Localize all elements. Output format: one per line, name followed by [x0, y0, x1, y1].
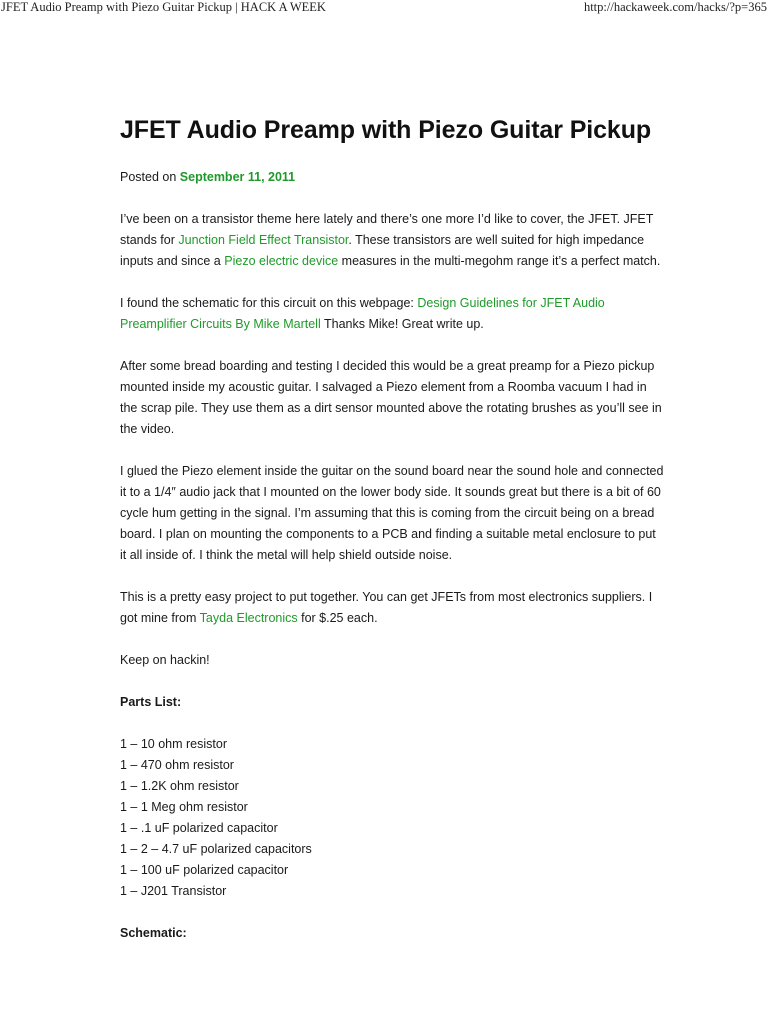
list-item: 1 – 10 ohm resistor	[120, 737, 227, 751]
design-guidelines-link[interactable]: Design Guidelines for JFET Audio Preamplifier Circuits By Mike Martell	[120, 296, 605, 331]
text: Thanks Mike! Great write up.	[320, 317, 484, 331]
piezo-electric-device-link[interactable]: Piezo electric device	[224, 254, 339, 268]
print-header	[0, 0, 768, 16]
list-item: 1 – J201 Transistor	[120, 884, 227, 898]
post-title: JFET Audio Preamp with Piezo Guitar Pickup	[120, 116, 652, 144]
tayda-electronics-link[interactable]: Tayda Electronics	[199, 611, 298, 625]
paragraph-installation: I glued the Piezo element inside the guitar on the sound board near the sound hole and connected it to a 1/4″ audio jack that I mounted on the lower body side. It sounds great but there is a bit of 60 cycle hum getting in the signal. I’m assuming that this is coming from the circuit being on a bread board. I plan on mounting the components to a PCB and finding a suitable metal enclosure to put it all inside of. I think the metal will help shield outside noise.	[120, 464, 664, 562]
post-date-link[interactable]: September 11, 2011	[179, 170, 296, 184]
paragraph-suppliers	[120, 587, 665, 629]
junction-field-effect-transistor-link[interactable]: Junction Field Effect Transistor	[178, 233, 349, 247]
list-item: 1 – .1 uF polarized capacitor	[120, 821, 278, 835]
post-article	[120, 108, 665, 944]
paragraph-bread-boarding: After some bread boarding and testing I decided this would be a great preamp for a Piezo pickup mounted inside my acoustic guitar. I salvaged a Piezo element from a Roomba vacuum I had in the scrap pile. They use them as a dirt sensor mounted above the rotating brushes as you’ll see in the video.	[120, 359, 662, 436]
text: I’ve been on a transistor theme here lately and there’s one more I’d like to cover, the JFET. JFET stands for	[120, 212, 654, 247]
parts-list	[120, 734, 665, 902]
list-item: 1 – 1 Meg ohm resistor	[120, 800, 248, 814]
text: This is a pretty easy project to put together. You can get JFETs from most electronics suppliers. I got mine from	[120, 590, 653, 625]
paragraph-schematic-source	[120, 293, 665, 335]
print-page-url: http://hackaweek.com/hacks/?p=365	[583, 0, 767, 14]
parts-list-heading: Parts List:	[120, 695, 182, 709]
schematic-heading: Schematic:	[120, 926, 187, 940]
print-page-title: JFET Audio Preamp with Piezo Guitar Pickup | HACK A WEEK	[1, 0, 326, 14]
posted-on-label: Posted on	[120, 170, 177, 184]
list-item: 1 – 470 ohm resistor	[120, 758, 234, 772]
post-meta	[120, 167, 665, 188]
text: for $.25 each.	[297, 611, 378, 625]
text: . These transistors are well suited for high impedance inputs and since a	[120, 233, 645, 268]
list-item: 1 – 1.2K ohm resistor	[120, 779, 239, 793]
text: I found the schematic for this circuit on this webpage:	[120, 296, 418, 310]
list-item: 1 – 2 – 4.7 uF polarized capacitors	[120, 842, 312, 856]
text: measures in the multi-megohm range it’s a perfect match.	[338, 254, 661, 268]
paragraph-intro	[120, 209, 665, 272]
list-item: 1 – 100 uF polarized capacitor	[120, 863, 289, 877]
paragraph-signoff: Keep on hackin!	[120, 653, 210, 667]
